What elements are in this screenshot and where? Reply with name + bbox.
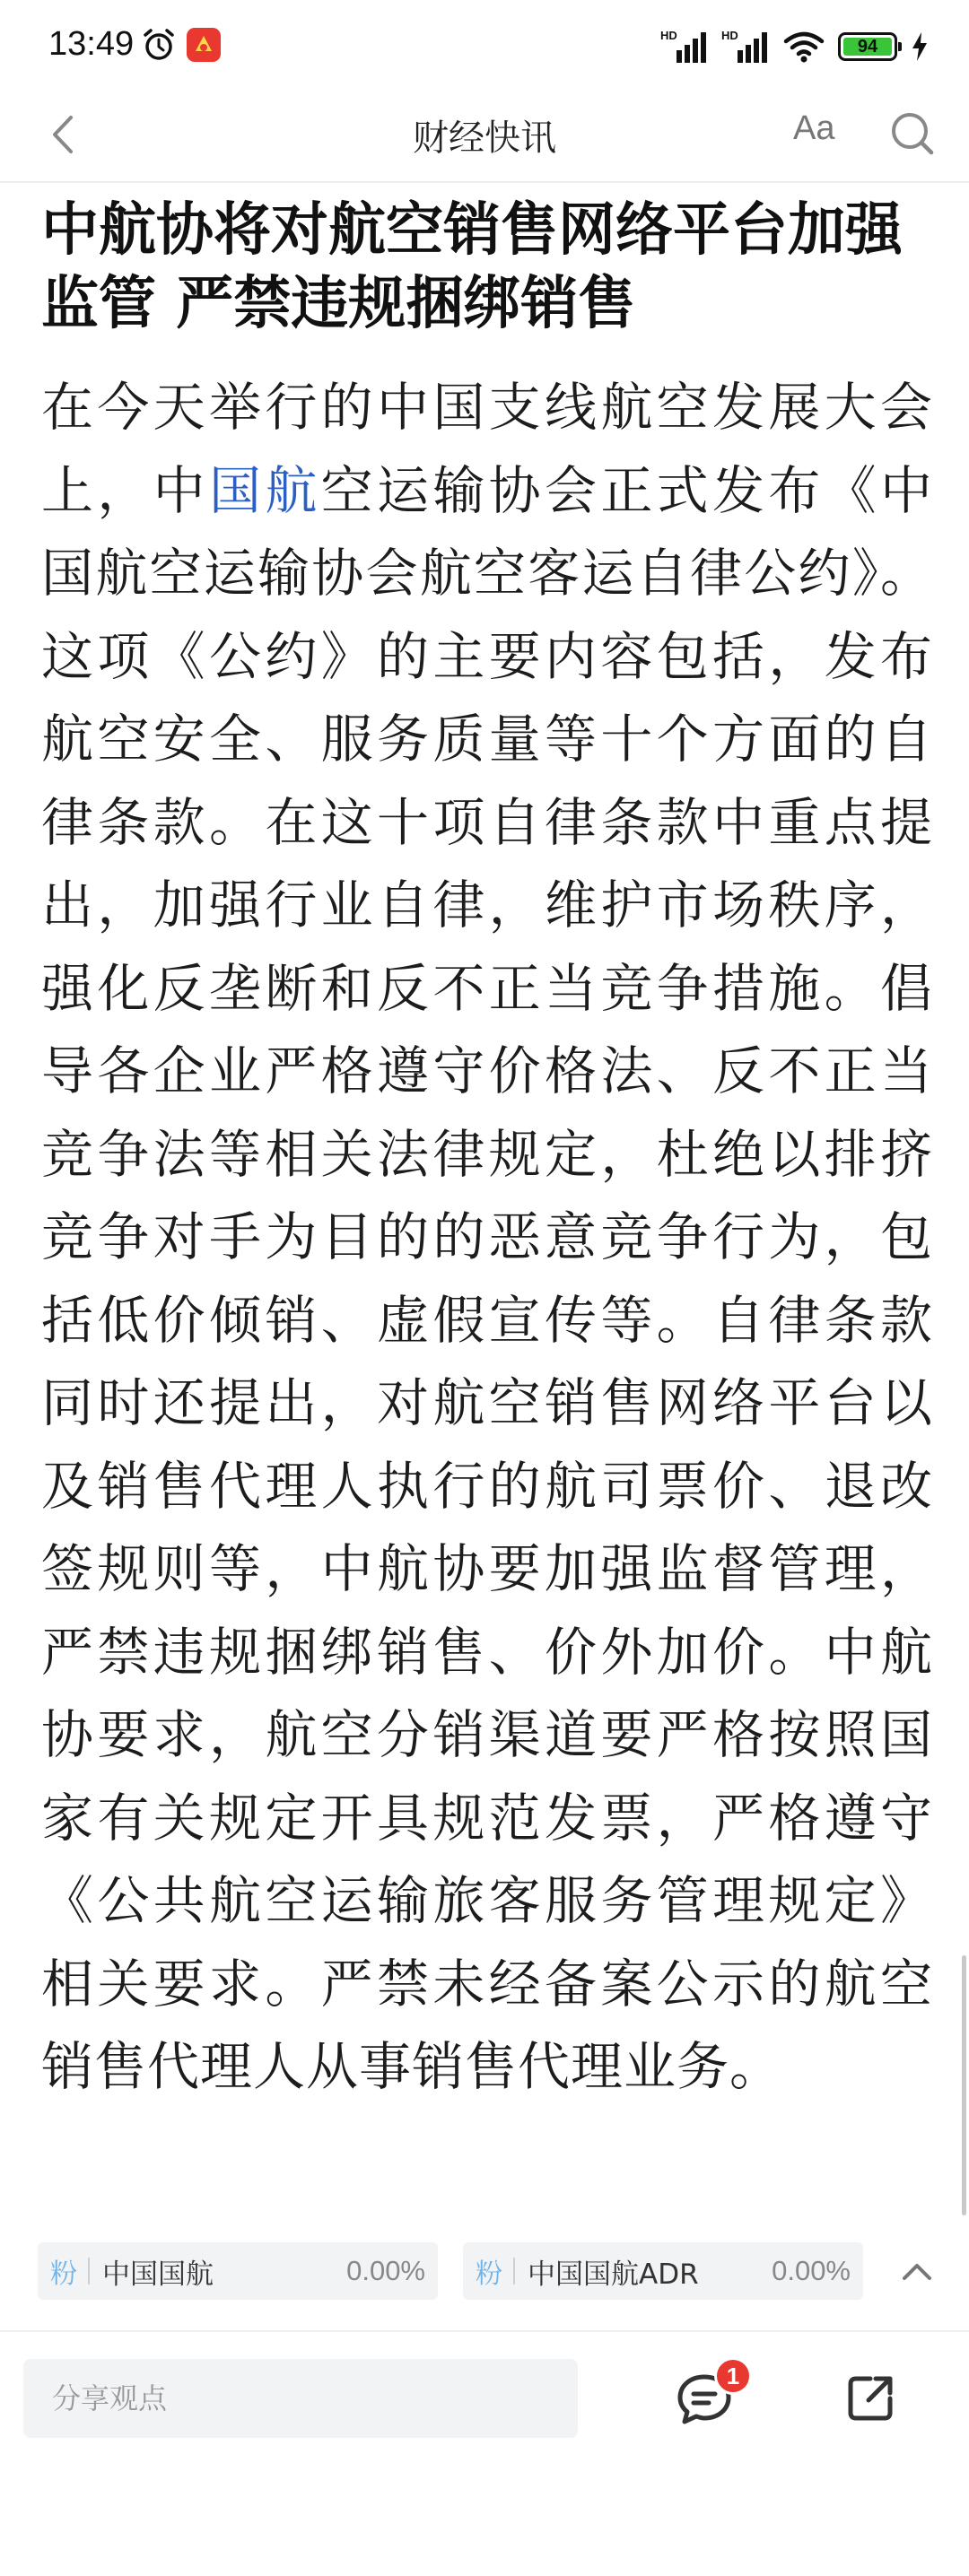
divider <box>88 2258 90 2284</box>
chevron-up-icon[interactable] <box>895 2250 938 2293</box>
stock-chip[interactable] <box>463 2242 863 2300</box>
alarm-clock-icon <box>141 27 177 63</box>
status-time: 13:49 <box>48 25 135 63</box>
wifi-icon <box>782 29 825 65</box>
app-notification-icon <box>187 28 221 62</box>
stock-link[interactable]: 国航 <box>209 459 321 521</box>
related-stocks <box>0 2223 969 2330</box>
stock-tag: 粉 <box>50 2258 77 2290</box>
share-icon[interactable] <box>843 2371 897 2425</box>
stock-name: 中国国航 <box>102 2258 214 2291</box>
stock-tag: 粉 <box>476 2258 502 2290</box>
stock-change: 0.00% <box>772 2255 851 2286</box>
bottom-action-bar <box>0 2330 969 2447</box>
font-size-button[interactable]: Aa <box>793 109 835 147</box>
nav-bar <box>0 90 969 183</box>
page-title: 财经快讯 <box>413 117 556 159</box>
share-opinion-input[interactable] <box>23 2359 578 2438</box>
charging-bolt-icon <box>910 30 930 63</box>
divider <box>513 2258 515 2284</box>
article-body <box>41 366 933 2109</box>
comment-count-badge: 1 <box>714 2357 752 2395</box>
search-icon[interactable] <box>886 108 937 158</box>
status-indicators <box>660 27 930 66</box>
scrollbar-thumb[interactable] <box>962 1955 966 2215</box>
signal-1-icon: HD <box>660 29 709 65</box>
body-text-rest: 空运输协会正式发布《中国航空运输协会航空客运自律公约》。这项《公约》的主要内容包括，发布航空安全、服务质量等十个方面的自律条款。在这十项自律条款中重点提出，加强行业自律，维护市场秩序，强化反垄断和反不正当竞争措施。倡导各企业严格遵守价格法、反不正当竞争法等相关法律规定，杜绝以排挤竞争对手为目的的恶意竞争行为，包括低价倾销、虚假宣传等。自律条款同时还提出，对航空销售网络平台以及销售代理人执行的航司票价、退改签规则等，中航协要加强监督管理，严禁违规捆绑销售、价外加价。中航协要求，航空分销渠道要严格按照国家有关规定开具规范发票，严格遵守《公共航空运输旅客服务管理规定》相关要求。严禁未经备案公示的航空销售代理人从事销售代理业务。 <box>41 459 933 2097</box>
signal-2-icon: HD <box>721 29 770 65</box>
status-bar <box>0 0 969 90</box>
article-headline: 中航协将对航空销售网络平台加强监管 严禁违规捆绑销售 <box>41 197 903 337</box>
battery-icon <box>838 32 897 61</box>
stock-name: 中国国航ADR <box>528 2258 699 2291</box>
stock-change: 0.00% <box>346 2255 425 2286</box>
battery-level: 94 <box>843 38 892 56</box>
stock-chip[interactable] <box>38 2242 438 2300</box>
body-text-start: 在今天举行的中国支线航空发展大会上，中 <box>41 377 933 521</box>
